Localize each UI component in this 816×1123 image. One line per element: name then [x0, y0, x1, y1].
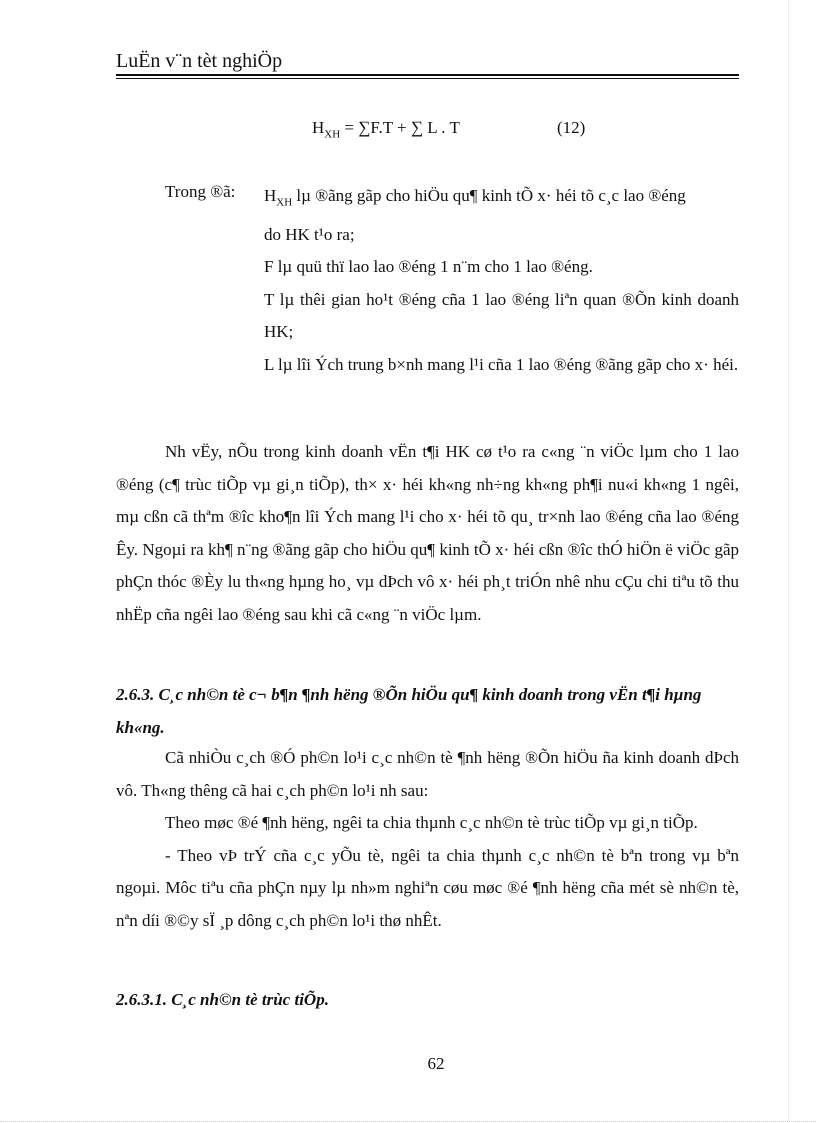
paragraph-by-position: - Theo vÞ trÝ cña c¸c yÕu tè, ngêi ta chia thµnh c¸c nh©n tè bªn trong vµ bªn ngoµi. Môc tiªu cña phÇn nµy lµ nh»m nghiªn cøu møc ®é ¶nh hëng cña mét sè nh©n tè, nªn díi ®©y sÏ ¸p dông c¸ch ph©n lo¹i thø nhÊt. — [116, 845, 739, 930]
definition-t: T lµ thêi gian ho¹t ®éng cña 1 lao ®éng liªn quan ®Õn kinh doanh HK; — [264, 289, 739, 342]
definition-hxh-continuation: do HK t¹o ra; — [264, 224, 355, 244]
header-rule-thick — [116, 74, 739, 76]
definition-hxh-subscript: XH — [276, 196, 293, 209]
section-2-6-3-body — [116, 742, 739, 937]
definitions-list — [264, 180, 739, 381]
paragraph-by-degree: Theo møc ®é ¶nh hëng, ngêi ta chia thµnh c¸c nh©n tè trùc tiÕp vµ gi¸n tiÕp. — [165, 813, 698, 832]
definitions-label: Trong ®ã: — [165, 182, 236, 201]
formula-rhs: = ∑F.T + ∑ L . T — [340, 118, 460, 137]
definition-hxh-text: lµ ®ãng gãp cho hiÖu qu¶ kinh tÕ x· héi tõ c¸c lao ®éng — [292, 186, 686, 205]
formula-lhs-subscript: XH — [324, 128, 341, 141]
running-header: LuËn v¨n tèt nghiÖp — [116, 50, 283, 72]
paragraph-employment: Nh vËy, nÕu trong kinh doanh vËn t¶i HK cø t¹o ra c«ng ¨n viÖc lµm cho 1 lao ®éng (c¶ trùc tiÕp vµ gi¸n tiÕp), th× x· héi kh«ng nh÷ng kh«ng ph¶i nu«i kh«ng 1 ngêi, mµ cßn cã thªm ®îc kho¶n lîi Ých mang l¹i cho x· héi tõ qu¸ tr×nh lao ®éng cña lao ®éng Êy. Ngoµi ra kh¶ n¨ng ®ãng gãp cho hiÖu qu¶ kinh tÕ x· héi cßn ®îc thÓ hiÖn ë viÖc gãp phÇn thóc ®Èy lu th«ng hµng ho¸ vµ dÞch vô x· héi ph¸t triÓn nhê nhu cÇu chi tiªu tõ thu nhËp cña ngêi lao ®éng sau khi cã c«ng ¨n viÖc lµm. — [116, 442, 739, 624]
page-edge-right — [788, 0, 789, 1123]
page-edge-bottom — [0, 1121, 816, 1122]
definition-hxh-symbol: H — [264, 186, 277, 205]
section-heading-2-6-3: 2.6.3. C¸c nh©n tè c¬ b¶n ¶nh hëng ®Õn hiÖu qu¶ kinh doanh trong vËn t¶i hµng kh«ng. — [116, 685, 702, 737]
paragraph-classification: Cã nhiÒu c¸ch ®Ó ph©n lo¹i c¸c nh©n tè ¶nh hëng ®Õn hiÖu ña kinh doanh dÞch vô. Th«ng thêng cã hai c¸ch ph©n lo¹i nh sau: — [116, 748, 739, 800]
formula-lhs: H — [312, 118, 325, 137]
formula-12 — [312, 118, 586, 141]
definition-hxh — [264, 180, 739, 219]
definition-l: L lµ lîi Ých trung b×nh mang l¹i cña 1 lao ®éng ®ãng gãp cho x· héi. — [264, 354, 739, 374]
definition-f: F lµ quü thï lao lao ®éng 1 n¨m cho 1 lao ®éng. — [264, 257, 593, 277]
section-heading-2-6-3-1: 2.6.3.1. C¸c nh©n tè trùc tiÕp. — [116, 990, 329, 1009]
formula-number: (12) — [557, 118, 586, 137]
page-number: 62 — [427, 1054, 445, 1073]
body-paragraph — [116, 436, 739, 631]
header-rule-thin — [116, 78, 739, 79]
